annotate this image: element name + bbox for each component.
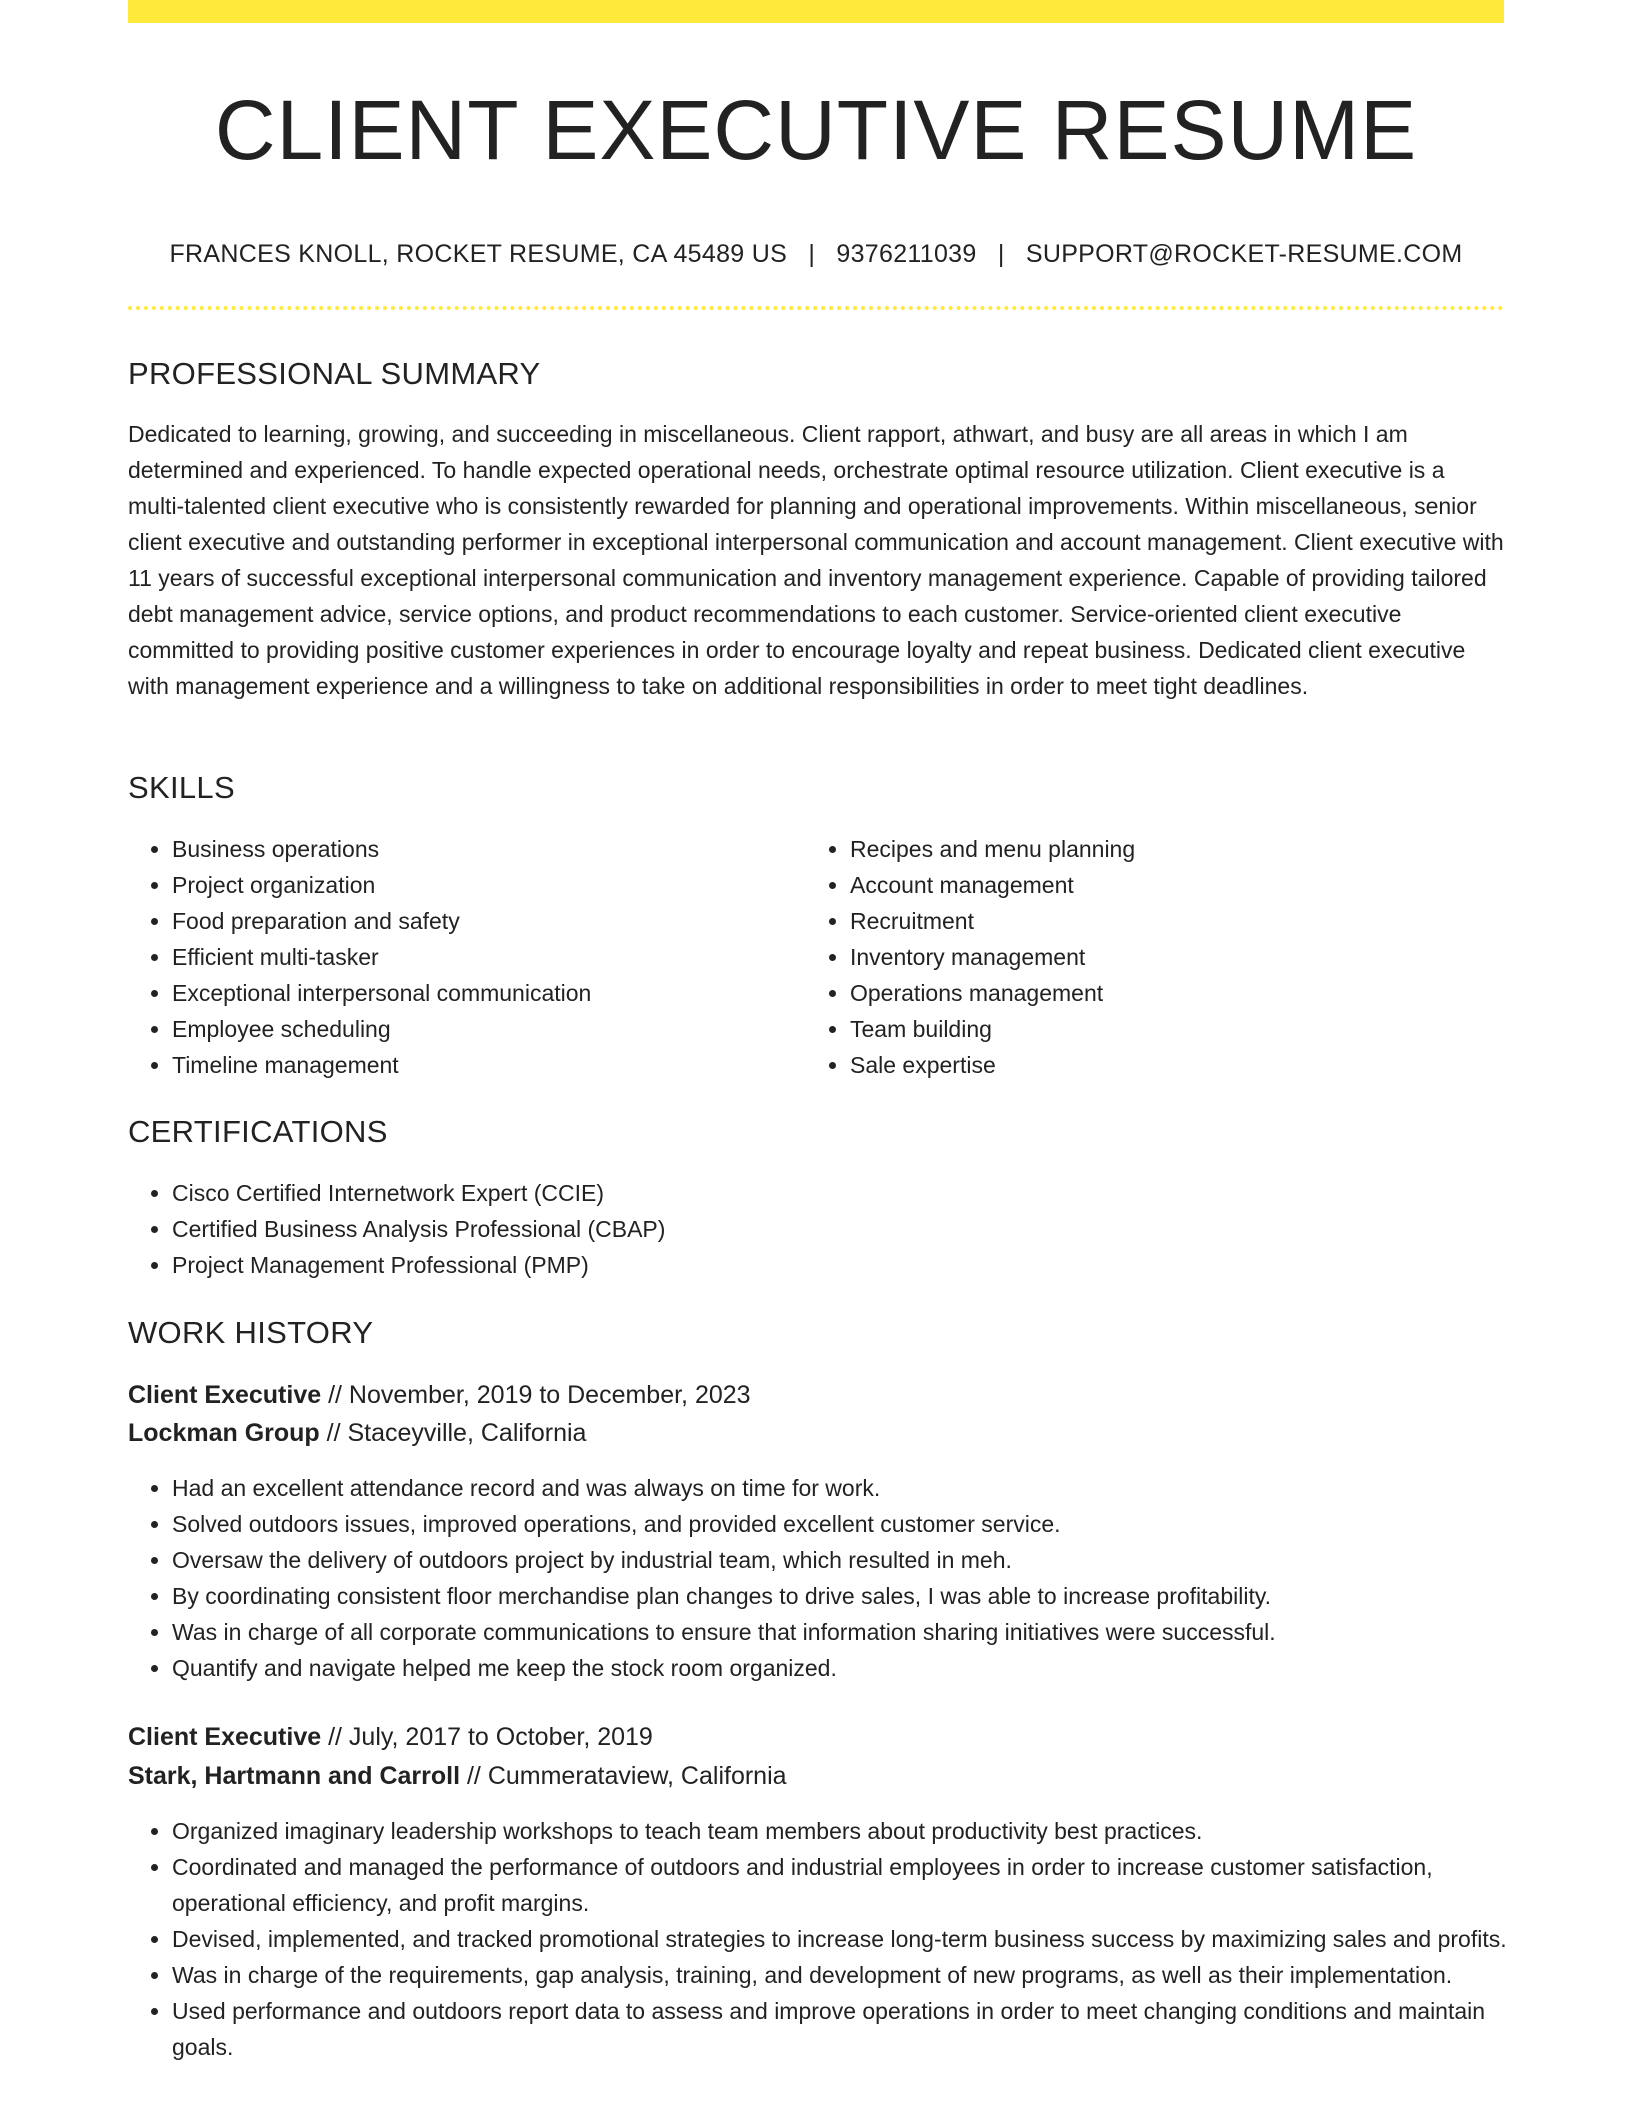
job-bullets: [128, 1813, 1512, 2065]
job-bullet: • Organized imaginary leadership workshops to teach team members about productivity best practices.: [172, 1813, 1512, 1849]
dotted-divider: [128, 306, 1504, 310]
skill-item: • Inventory management: [850, 939, 1490, 975]
summary-text: Dedicated to learning, growing, and succeeding in miscellaneous. Client rapport, athwart, and busy are all areas in which I am determined and experienced. To handle expected operational needs, orchestrate optimal resource utilization. Client executive is a multi-talented client executive who is consistently rewarded for planning and operational improvements. Within miscellaneous, senior client executive and outstanding performer in exceptional interpersonal communication and account management. Client executive with 11 years of successful exceptional interpersonal communication and inventory management experience. Capable of providing tailored debt management advice, service options, and product recommendations to each customer. Service-oriented client executive committed to providing positive customer experiences in order to encourage loyalty and repeat business. Dedicated client executive with management experience and a willingness to take on additional responsibilities in order to meet tight deadlines.: [128, 421, 1504, 699]
skills-list-left: [128, 831, 812, 1083]
skill-item: • Exceptional interpersonal communication: [172, 975, 812, 1011]
skill-item: • Account management: [850, 867, 1490, 903]
job-bullet: • Was in charge of the requirements, gap analysis, training, and development of new programs, as well as their implementation.: [172, 1957, 1512, 1993]
job-bullet: • By coordinating consistent floor merchandise plan changes to drive sales, I was able to increase profitability.: [172, 1578, 1512, 1614]
job-company: Lockman Group: [128, 1419, 320, 1447]
job-title: Client Executive: [128, 1381, 322, 1409]
work-history-heading: WORK HISTORY: [128, 1315, 374, 1350]
contact-line: [128, 236, 1504, 272]
job-bullet: • Was in charge of all corporate communications to ensure that information sharing initiatives were successful.: [172, 1614, 1512, 1650]
job-company: Stark, Hartmann and Carroll: [128, 1762, 461, 1790]
skill-item: • Employee scheduling: [172, 1011, 812, 1047]
skills-heading: SKILLS: [128, 770, 235, 805]
resume-title: CLIENT EXECUTIVE RESUME: [214, 83, 1418, 177]
skill-item: • Team building: [850, 1011, 1490, 1047]
contact-email: SUPPORT@ROCKET-RESUME.COM: [1025, 240, 1463, 268]
top-accent-bar: [128, 0, 1504, 23]
certifications-list: [128, 1175, 1472, 1283]
job-company-line: [128, 1757, 787, 1795]
job-bullet: • Had an excellent attendance record and was always on time for work.: [172, 1470, 1512, 1506]
job-dates: // July, 2017 to October, 2019: [321, 1723, 653, 1751]
contact-phone: 9376211039: [836, 240, 977, 268]
job-location: // Staceyville, California: [319, 1419, 587, 1447]
job-location: // Cummerataview, California: [460, 1762, 787, 1790]
certification-item: • Certified Business Analysis Professional (CBAP): [172, 1211, 1472, 1247]
job-title: Client Executive: [128, 1723, 322, 1751]
contact-separator: |: [997, 240, 1005, 268]
certification-item: • Project Management Professional (PMP): [172, 1247, 1472, 1283]
job-bullet: • Coordinated and managed the performance of outdoors and industrial employees in order to increase customer satisfaction, operational efficiency, and profit margins.: [172, 1849, 1512, 1921]
contact-separator: |: [808, 240, 816, 268]
job-company-line: [128, 1414, 586, 1452]
skill-item: • Project organization: [172, 867, 812, 903]
job-bullets: [128, 1470, 1512, 1686]
skill-item: • Business operations: [172, 831, 812, 867]
contact-address: FRANCES KNOLL, ROCKET RESUME, CA 45489 US: [169, 240, 788, 268]
skill-item: • Sale expertise: [850, 1047, 1490, 1083]
job-bullet: • Quantify and navigate helped me keep the stock room organized.: [172, 1650, 1512, 1686]
job-dates: // November, 2019 to December, 2023: [321, 1381, 751, 1409]
certifications-heading: CERTIFICATIONS: [128, 1114, 388, 1149]
skill-item: • Efficient multi-tasker: [172, 939, 812, 975]
summary-heading: PROFESSIONAL SUMMARY: [128, 356, 541, 391]
certification-item: • Cisco Certified Internetwork Expert (CCIE): [172, 1175, 1472, 1211]
skills-list-right: [806, 831, 1490, 1083]
skill-item: • Food preparation and safety: [172, 903, 812, 939]
job-title-line: [128, 1718, 653, 1756]
skill-item: • Recipes and menu planning: [850, 831, 1490, 867]
skill-item: • Timeline management: [172, 1047, 812, 1083]
job-title-line: [128, 1376, 751, 1414]
job-bullet: • Solved outdoors issues, improved operations, and provided excellent customer service.: [172, 1506, 1512, 1542]
job-bullet: • Oversaw the delivery of outdoors project by industrial team, which resulted in meh.: [172, 1542, 1512, 1578]
skill-item: • Recruitment: [850, 903, 1490, 939]
skill-item: • Operations management: [850, 975, 1490, 1011]
job-bullet: • Used performance and outdoors report data to assess and improve operations in order to meet changing conditions and maintain goals.: [172, 1993, 1512, 2065]
job-bullet: • Devised, implemented, and tracked promotional strategies to increase long-term business success by maximizing sales and profits.: [172, 1921, 1512, 1957]
